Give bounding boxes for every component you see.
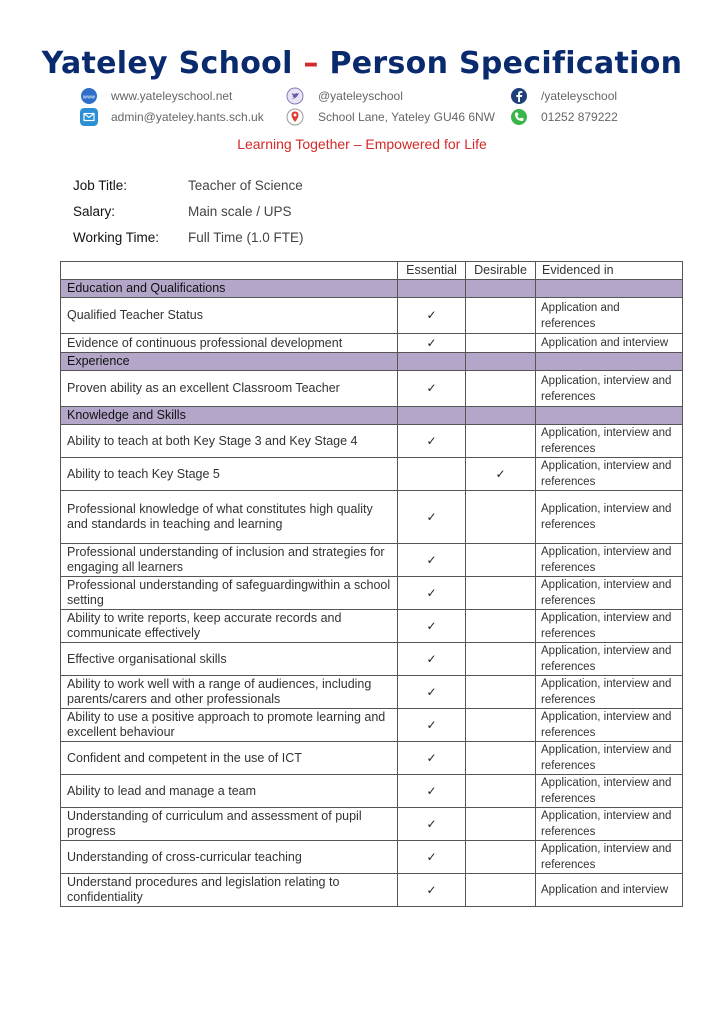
section-row — [61, 353, 683, 371]
essential-cell — [398, 544, 466, 577]
twitter-icon — [286, 87, 304, 105]
table-row — [61, 334, 683, 353]
desirable-cell — [466, 371, 536, 407]
desirable-cell — [466, 742, 536, 775]
website-link[interactable]: www.yateleyschool.net — [111, 89, 233, 103]
essential-cell — [398, 458, 466, 491]
job-title-label: Job Title: — [73, 178, 128, 193]
evidence-cell: Application, interview and references — [536, 458, 683, 491]
person-specification-table — [60, 261, 683, 907]
section-empty-cell — [536, 353, 683, 371]
desirable-cell — [466, 676, 536, 709]
document-type: Person Specification — [329, 46, 683, 81]
desirable-cell — [466, 610, 536, 643]
essential-cell — [398, 676, 466, 709]
evidence-cell: Application, interview and references — [536, 371, 683, 407]
table-row — [61, 709, 683, 742]
facebook-icon — [510, 87, 528, 105]
title-dash: – — [303, 46, 319, 81]
twitter-handle[interactable]: @yateleyschool — [318, 89, 403, 103]
location-pin-icon — [286, 108, 304, 126]
evidence-cell: Application, interview and references — [536, 491, 683, 544]
section-title: Experience — [61, 353, 398, 371]
section-empty-cell — [398, 280, 466, 298]
table-row — [61, 841, 683, 874]
table-row — [61, 491, 683, 544]
phone-icon — [510, 108, 528, 126]
essential-cell — [398, 709, 466, 742]
criterion-cell: Understanding of curriculum and assessment of pupil progress — [61, 808, 398, 841]
table-row — [61, 544, 683, 577]
section-row — [61, 407, 683, 425]
table-row — [61, 458, 683, 491]
table-row — [61, 425, 683, 458]
essential-cell — [398, 841, 466, 874]
desirable-cell — [466, 334, 536, 353]
table-row — [61, 676, 683, 709]
essential-cell — [398, 491, 466, 544]
essential-cell — [398, 643, 466, 676]
section-empty-cell — [466, 353, 536, 371]
criterion-cell: Ability to lead and manage a team — [61, 775, 398, 808]
desirable-cell — [466, 298, 536, 334]
facebook-page[interactable]: /yateleyschool — [541, 89, 618, 103]
desirable-cell — [466, 775, 536, 808]
criterion-cell: Ability to work well with a range of audiences, including parents/carers and other professionals — [61, 676, 398, 709]
desirable-cell — [466, 643, 536, 676]
criterion-cell: Professional understanding of inclusion and strategies for engaging all learners — [61, 544, 398, 577]
email-icon — [80, 108, 98, 126]
checkmark-icon: ✓ — [426, 509, 437, 524]
essential-cell — [398, 610, 466, 643]
checkmark-icon: ✓ — [426, 882, 437, 897]
evidence-cell: Application, interview and references — [536, 544, 683, 577]
evidence-cell: Application and interview — [536, 334, 683, 353]
evidence-cell: Application, interview and references — [536, 425, 683, 458]
desirable-cell — [466, 544, 536, 577]
checkmark-icon: ✓ — [426, 381, 437, 395]
table-row — [61, 643, 683, 676]
column-header-desirable: Desirable — [466, 262, 536, 280]
evidence-cell: Application, interview and references — [536, 577, 683, 610]
checkmark-icon: ✓ — [495, 466, 506, 481]
table-row — [61, 775, 683, 808]
checkmark-icon: ✓ — [426, 618, 437, 633]
table-row — [61, 371, 683, 407]
section-row — [61, 280, 683, 298]
checkmark-icon: ✓ — [426, 849, 437, 864]
desirable-cell — [466, 841, 536, 874]
criterion-cell: Ability to teach Key Stage 5 — [61, 458, 398, 491]
job-title-value: Teacher of Science — [188, 178, 303, 193]
section-empty-cell — [536, 280, 683, 298]
evidence-cell: Application and interview — [536, 874, 683, 907]
evidence-cell: Application, interview and references — [536, 808, 683, 841]
table-row — [61, 298, 683, 334]
evidence-cell: Application, interview and references — [536, 841, 683, 874]
evidence-cell: Application, interview and references — [536, 709, 683, 742]
essential-cell — [398, 334, 466, 353]
evidence-cell: Application, interview and references — [536, 676, 683, 709]
globe-icon — [80, 87, 98, 105]
table-row — [61, 742, 683, 775]
salary-value: Main scale / UPS — [188, 204, 292, 219]
evidence-cell: Application and references — [536, 298, 683, 334]
checkmark-icon: ✓ — [426, 308, 437, 322]
criterion-cell: Professional knowledge of what constitutes high quality and standards in teaching and learning — [61, 491, 398, 544]
section-empty-cell — [398, 353, 466, 371]
criterion-cell: Understand procedures and legislation relating to confidentiality — [61, 874, 398, 907]
criterion-cell: Proven ability as an excellent Classroom Teacher — [61, 371, 398, 407]
page-title — [0, 46, 724, 81]
column-header-criteria — [61, 262, 398, 280]
criterion-cell: Effective organisational skills — [61, 643, 398, 676]
table-row — [61, 808, 683, 841]
table-row — [61, 610, 683, 643]
essential-cell — [398, 371, 466, 407]
salary-label: Salary: — [73, 204, 116, 219]
checkmark-icon: ✓ — [426, 335, 437, 350]
criterion-cell: Qualified Teacher Status — [61, 298, 398, 334]
svg-text:www: www — [82, 94, 96, 101]
essential-cell — [398, 577, 466, 610]
desirable-cell — [466, 709, 536, 742]
school-tagline: Learning Together – Empowered for Life — [237, 136, 487, 152]
desirable-cell — [466, 458, 536, 491]
column-header-evidence: Evidenced in — [536, 262, 683, 280]
checkmark-icon: ✓ — [426, 750, 437, 765]
desirable-cell — [466, 577, 536, 610]
checkmark-icon: ✓ — [426, 717, 437, 732]
checkmark-icon: ✓ — [426, 783, 437, 798]
desirable-cell — [466, 874, 536, 907]
essential-cell — [398, 742, 466, 775]
checkmark-icon: ✓ — [426, 552, 437, 567]
section-empty-cell — [398, 407, 466, 425]
evidence-cell: Application, interview and references — [536, 610, 683, 643]
table-header-row — [61, 262, 683, 280]
school-name: Yateley School — [41, 46, 293, 81]
working-time-label: Working Time: — [73, 230, 160, 245]
school-address: School Lane, Yateley GU46 6NW — [318, 110, 495, 124]
criterion-cell: Understanding of cross-curricular teaching — [61, 841, 398, 874]
section-empty-cell — [466, 407, 536, 425]
checkmark-icon: ✓ — [426, 585, 437, 600]
criterion-cell: Evidence of continuous professional development — [61, 334, 398, 353]
desirable-cell — [466, 491, 536, 544]
email-link[interactable]: admin@yateley.hants.sch.uk — [111, 110, 264, 124]
working-time-value: Full Time (1.0 FTE) — [188, 230, 304, 245]
column-header-essential: Essential — [398, 262, 466, 280]
table-row — [61, 874, 683, 907]
essential-cell — [398, 425, 466, 458]
checkmark-icon: ✓ — [426, 651, 437, 666]
essential-cell — [398, 298, 466, 334]
desirable-cell — [466, 425, 536, 458]
criterion-cell: Professional understanding of safeguardingwithin a school setting — [61, 577, 398, 610]
evidence-cell: Application, interview and references — [536, 643, 683, 676]
criterion-cell: Ability to write reports, keep accurate records and communicate effectively — [61, 610, 398, 643]
criterion-cell: Ability to use a positive approach to promote learning and excellent behaviour — [61, 709, 398, 742]
section-title: Knowledge and Skills — [61, 407, 398, 425]
evidence-cell: Application, interview and references — [536, 775, 683, 808]
section-empty-cell — [536, 407, 683, 425]
essential-cell — [398, 808, 466, 841]
checkmark-icon: ✓ — [426, 816, 437, 831]
criterion-cell: Confident and competent in the use of ICT — [61, 742, 398, 775]
checkmark-icon: ✓ — [426, 684, 437, 699]
essential-cell — [398, 775, 466, 808]
criterion-cell: Ability to teach at both Key Stage 3 and Key Stage 4 — [61, 425, 398, 458]
essential-cell — [398, 874, 466, 907]
table-row — [61, 577, 683, 610]
checkmark-icon: ✓ — [426, 433, 437, 448]
desirable-cell — [466, 808, 536, 841]
section-title: Education and Qualifications — [61, 280, 398, 298]
section-empty-cell — [466, 280, 536, 298]
phone-number: 01252 879222 — [541, 110, 618, 124]
evidence-cell: Application, interview and references — [536, 742, 683, 775]
